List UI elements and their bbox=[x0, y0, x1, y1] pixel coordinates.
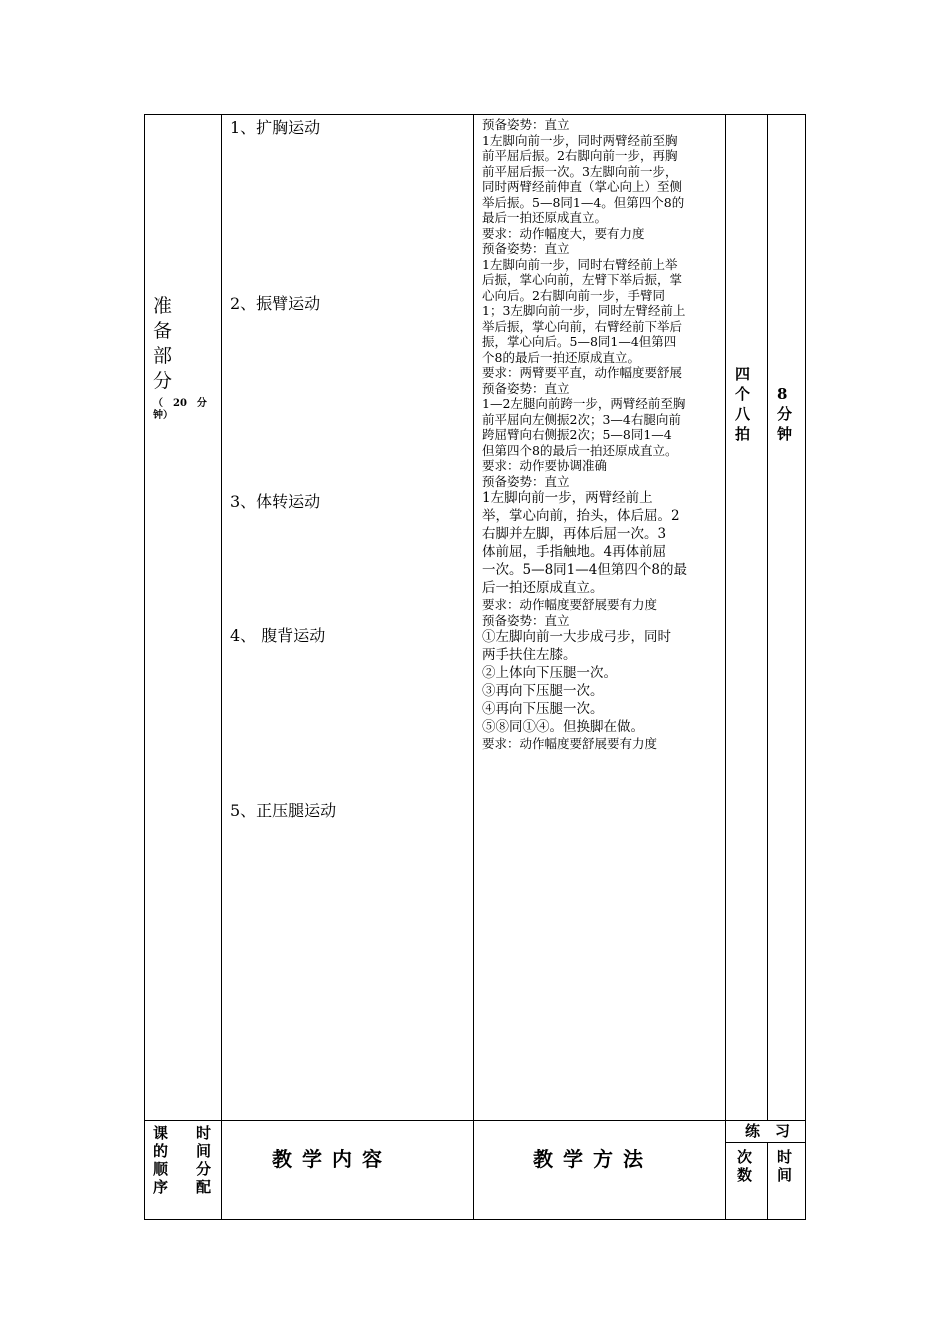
header-order-char: 分 bbox=[195, 1160, 211, 1178]
method-line: 跨屈臂向右侧振2次；5—8同1—4 bbox=[482, 427, 672, 442]
section-label bbox=[153, 294, 172, 394]
header-order-char: 间 bbox=[195, 1142, 211, 1160]
border-left bbox=[144, 114, 145, 1220]
border-col2 bbox=[473, 114, 474, 1220]
method-line: 前平屈后振一次。3左脚向前一步， bbox=[482, 163, 678, 179]
header-order-char: 课 bbox=[153, 1124, 169, 1142]
method-line: 个8的最后一拍还原成直立。 bbox=[482, 349, 640, 365]
header-order bbox=[153, 1124, 211, 1196]
count-char: 拍 bbox=[735, 425, 751, 443]
duration-char: 分 bbox=[777, 405, 793, 423]
content-item-turn: 3、体转运动 bbox=[230, 492, 321, 511]
content-item-leg: 5、正压腿运动 bbox=[230, 801, 337, 820]
method-line: 要求：两臂要平直，动作幅度要舒展 bbox=[482, 365, 683, 380]
method-line: 一次。5—8同1—4但第四个8的最 bbox=[482, 562, 687, 578]
header-times-char: 数 bbox=[737, 1166, 753, 1184]
method-line: ②上体向下压腿一次。 bbox=[482, 665, 617, 681]
method-line: 同时两臂经前伸直（掌心向上）至侧 bbox=[482, 179, 683, 194]
header-times bbox=[737, 1148, 752, 1184]
border-right bbox=[805, 114, 806, 1220]
header-time-char: 时 bbox=[777, 1148, 793, 1166]
section-char: 准 bbox=[153, 295, 173, 317]
section-char: 部 bbox=[153, 345, 173, 367]
border-col4-bottom bbox=[767, 1142, 768, 1220]
content-item-chest: 1、扩胸运动 bbox=[230, 118, 321, 137]
border-col1 bbox=[221, 114, 222, 1220]
table-bottom-border bbox=[144, 1219, 806, 1220]
method-line: 预备姿势：直立 bbox=[482, 117, 570, 132]
method-line: 两手扶住左膝。 bbox=[482, 647, 577, 663]
header-order-char: 顺 bbox=[153, 1160, 169, 1178]
method-line: 举后振，掌心向前，右臂经前下举后 bbox=[482, 318, 683, 334]
method-line: 但第四个8的最后一拍还原成直立。 bbox=[482, 442, 678, 458]
method-line: 要求：动作幅度大，要有力度 bbox=[482, 225, 645, 241]
method-line: 1—2左腿向前跨一步，两臂经前至胸 bbox=[482, 396, 686, 411]
header-time bbox=[777, 1148, 792, 1184]
header-top-border bbox=[144, 1120, 806, 1121]
method-line: ④再向下压腿一次。 bbox=[482, 701, 604, 717]
method-line: 要求：动作要协调准确 bbox=[482, 458, 608, 473]
method-line: 振，掌心向后。5—8同1—4但第四 bbox=[482, 334, 677, 349]
section-time-note-line: （ 20 分 bbox=[153, 398, 207, 409]
method-line: 举后振。5—8同1—4。但第四个8的 bbox=[482, 194, 685, 210]
section-time-note-line: 钟） bbox=[153, 410, 173, 421]
header-content: 教学内容 bbox=[272, 1147, 392, 1171]
method-line: ①左脚向前一大步成弓步，同时 bbox=[482, 629, 671, 645]
method-line: 1左脚向前一步，同时两臂经前至胸 bbox=[482, 132, 678, 148]
duration-char: 钟 bbox=[777, 425, 793, 443]
header-order-char: 的 bbox=[153, 1142, 169, 1160]
duration-label bbox=[777, 384, 792, 444]
method-line: 心向后。2右脚向前一步，手臂同 bbox=[482, 287, 665, 303]
header-order-char: 序 bbox=[153, 1178, 169, 1196]
header-method: 教学方法 bbox=[533, 1147, 653, 1171]
method-line: 1；3左脚向前一步，同时左臂经前上 bbox=[482, 303, 686, 318]
method-line: 前平屈后振。2右脚向前一步，再胸 bbox=[482, 148, 678, 163]
count-char: 个 bbox=[735, 385, 751, 403]
method-line: 预备姿势：直立 bbox=[482, 380, 570, 396]
method-line: 体前屈，手指触地。4再体前屈 bbox=[482, 544, 667, 560]
method-line: 1左脚向前一步，两臂经前上 bbox=[482, 490, 653, 506]
header-times-char: 次 bbox=[737, 1148, 753, 1166]
header-practice: 练 习 bbox=[745, 1122, 791, 1140]
count-label bbox=[735, 364, 750, 444]
method-line: 要求：动作幅度要舒展要有力度 bbox=[482, 597, 658, 612]
method-line: 要求：动作幅度要舒展要有力度 bbox=[482, 736, 658, 751]
practice-divider bbox=[726, 1142, 806, 1143]
header-order-char: 时 bbox=[195, 1124, 211, 1142]
count-char: 八 bbox=[735, 405, 751, 423]
border-col4-top bbox=[767, 114, 768, 1120]
method-line: 预备姿势：直立 bbox=[482, 612, 570, 628]
method-line: 后振，掌心向前，左臂下举后振，掌 bbox=[482, 272, 683, 287]
method-chest bbox=[482, 117, 720, 752]
method-line: ⑤⑧同①④。但换脚在做。 bbox=[482, 719, 644, 735]
method-line: 预备姿势：直立 bbox=[482, 241, 570, 256]
duration-number: 8 bbox=[777, 385, 788, 403]
method-line: ③再向下压腿一次。 bbox=[482, 683, 604, 699]
method-line: 最后一拍还原成直立。 bbox=[482, 210, 608, 225]
method-line: 预备姿势：直立 bbox=[482, 473, 570, 489]
method-line: 后一拍还原成直立。 bbox=[482, 580, 604, 596]
content-item-arm: 2、振臂运动 bbox=[230, 294, 321, 313]
method-line: 前平屈向左侧振2次；3—4右腿向前 bbox=[482, 411, 681, 427]
section-time-note bbox=[153, 398, 215, 422]
section-char: 分 bbox=[153, 370, 173, 392]
lesson-table bbox=[144, 114, 806, 1220]
table-top-border bbox=[144, 114, 806, 115]
content-item-abdomen: 4、 腹背运动 bbox=[230, 626, 326, 645]
header-time-char: 间 bbox=[777, 1166, 793, 1184]
count-char: 四 bbox=[735, 365, 751, 383]
method-line: 右脚并左脚，再体后屈一次。3 bbox=[482, 526, 667, 542]
section-char: 备 bbox=[153, 320, 173, 342]
header-order-char: 配 bbox=[195, 1178, 211, 1196]
border-col3 bbox=[725, 114, 726, 1220]
method-line: 举，掌心向前，抬头，体后屈。2 bbox=[482, 508, 680, 524]
method-line: 1左脚向前一步，同时右臂经前上举 bbox=[482, 256, 678, 272]
